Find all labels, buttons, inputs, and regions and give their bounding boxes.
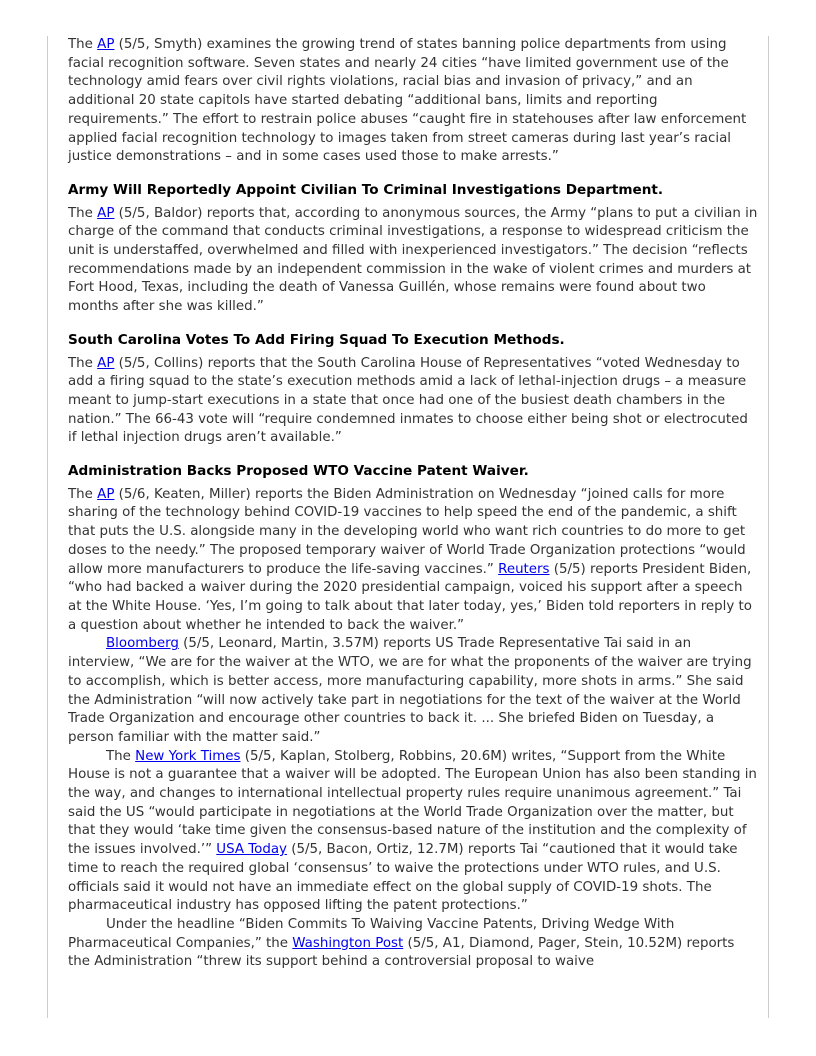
text: The <box>68 486 98 502</box>
text: The <box>106 748 136 764</box>
text: The <box>68 37 98 52</box>
link-bloomberg[interactable]: Bloomberg <box>106 636 179 652</box>
text: The <box>68 205 98 221</box>
headline-army: Army Will Reportedly Appoint Civilian To Criminal Investigations Department. <box>68 181 664 198</box>
text: (5/5) reports President Biden, “who had backed a waiver during the 2020 presidential campaign, voiced his support after a speech at the White House. ‘Yes, I’m going to talk about that later today, yes,’ Biden told reporters in reply to a question about whether he intended to back the waiver.” <box>68 561 752 633</box>
text: The <box>68 355 98 371</box>
paragraph-wto-1 <box>68 486 758 636</box>
text: (5/5, A1, Diamond, Pager, Stein, 10.52M) reports the Administration “threw its support behind a controversial proposal to waive <box>68 935 735 970</box>
paragraph-facial-recognition <box>68 36 758 167</box>
headline-wto-waiver: Administration Backs Proposed WTO Vaccine Patent Waiver. <box>68 463 529 480</box>
link-ap[interactable]: AP <box>97 355 115 371</box>
link-usa-today[interactable]: USA Today <box>216 842 287 858</box>
text: (5/5, Baldor) reports that, according to anonymous sources, the Army “plans to put a civilian in charge of the command that conducts criminal investigations, a response to widespread criticism the unit is understaffed, overwhelmed and filled with inexperienced investigators.” The decision “reflects recommendations made by an independent commission in the wake of violent crimes and murders at Fort Hood, Texas, including the death of Vanessa Guillén, whose remains were found about two months after she was killed.” <box>68 205 758 315</box>
text: (5/5, Bacon, Ortiz, 12.7M) reports Tai “cautioned that it would take time to reach the required global ‘consensus’ to waive the protections under WTO rules, and U.S. officials said it would not have an immediate effect on the global supply of COVID-19 shots. The pharmaceutical industry has opposed lifting the patent protections.” <box>68 842 738 914</box>
text: Under the headline “Biden Commits To Waiving Vaccine Patents, Driving Wedge With Pharmaceutical Companies,” the <box>68 916 675 951</box>
text: (5/5, Collins) reports that the South Carolina House of Representatives “voted Wednesday to add a firing squad to the state’s execution methods amid a lack of lethal-injection drugs – a measure meant to jump-start executions in a state that once had one of the busiest death chambers in the nation.” The 66-43 vote will “require condemned inmates to choose either being shot or electrocuted if lethal injection drugs aren’t available.” <box>68 355 748 446</box>
paragraph-firing-squad <box>68 355 758 449</box>
link-ap[interactable]: AP <box>97 205 115 221</box>
link-washington-post[interactable]: Washington Post <box>292 935 404 951</box>
link-ap[interactable]: AP <box>97 37 115 52</box>
link-reuters[interactable]: Reuters <box>498 561 550 577</box>
link-new-york-times[interactable]: New York Times <box>135 748 241 764</box>
text: (5/6, Keaten, Miller) reports the Biden Administration on Wednesday “joined calls for more sharing of the technology behind COVID-19 vaccines to help speed the end of the pandemic, a shift that puts the U.S. alongside many in the developing world who want rich countries to do more to get doses to the needy.” The proposed temporary waiver of World Trade Organization protections “would allow more manufacturers to produce the life-saving vaccines.” <box>68 486 746 577</box>
text: (5/5, Smyth) examines the growing trend of states banning police departments from using facial recognition software. Seven states and nearly 24 cities “have limited government use of the technology amid fears over civil rights violations, racial bias and invasion of privacy,” and an additional 20 state capitols have started debating “additional bans, limits and reporting requirements.” The effort to restrain police abuses “caught fire in statehouses after law enforcement applied facial recognition technology to images taken from street cameras during last year’s racial justice demonstrations – and in some cases used those to make arrests.” <box>68 37 747 165</box>
paragraph-wto-4 <box>68 916 758 972</box>
headline-firing-squad: South Carolina Votes To Add Firing Squad To Execution Methods. <box>68 331 565 348</box>
paragraph-army <box>68 205 758 317</box>
paragraph-wto-2 <box>68 635 758 747</box>
text: (5/5, Leonard, Martin, 3.57M) reports US Trade Representative Tai said in an interview, “We are for the waiver at the WTO, we are for what the proponents of the waiver are trying to accomplish, which is better access, more manufacturing capability, more shots in arms.” She said the Administration “will now actively take part in negotiations for the text of the waiver at the World Trade Organization and encourage other countries to back it. ... She briefed Biden on Tuesday, a person familiar with the matter said.” <box>68 636 752 745</box>
document-body <box>68 36 758 972</box>
link-ap[interactable]: AP <box>97 486 115 502</box>
text: (5/5, Kaplan, Stolberg, Robbins, 20.6M) writes, “Support from the White House is not a guarantee that a waiver will be adopted. The European Union has also been standing in the way, and changes to international intellectual property rules require unanimous agreement.” Tai said the US “would participate in negotiations at the World Trade Organization over the matter, but that they would ‘take time given the consensus-based nature of the institution and the complexity of the issues involved.’” <box>68 748 757 858</box>
paragraph-wto-3 <box>68 748 758 916</box>
